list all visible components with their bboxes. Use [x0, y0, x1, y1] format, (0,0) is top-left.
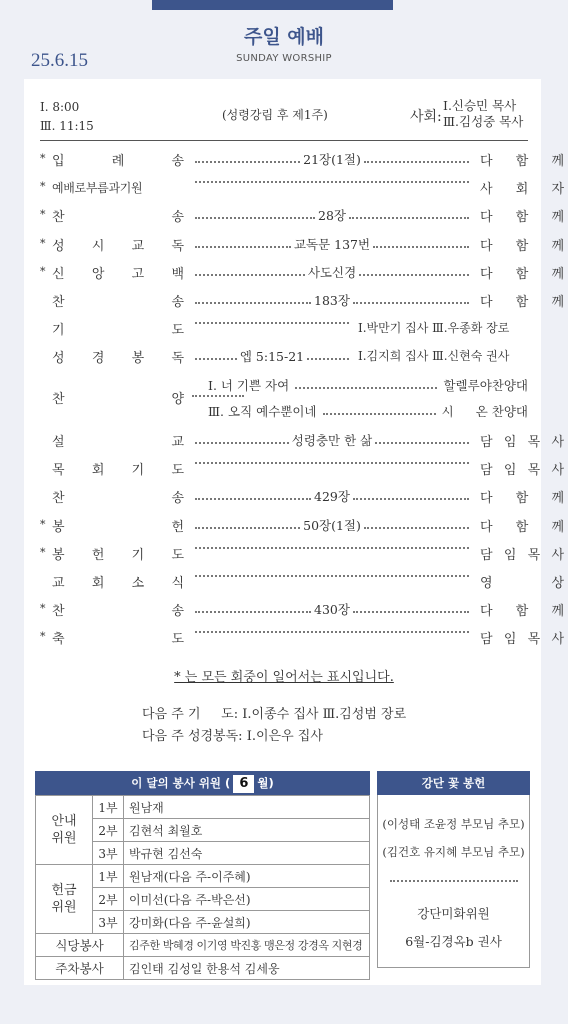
order-item-name: 봉 헌 기 도: [52, 547, 184, 563]
order-item-value: 엡 5:15-21: [239, 349, 305, 365]
leader-1: Ⅰ.신승민 목사: [443, 98, 517, 113]
volunteers-title: 이 달의 봉사 위원 ( 6 월): [35, 771, 370, 795]
order-item-leader: [192, 319, 352, 321]
order-item-value: 429장: [314, 489, 350, 505]
anthem-1: [208, 375, 528, 395]
table-row: [36, 865, 370, 888]
flower-dedication-2: (김건호 유지혜 부모님 추모): [382, 845, 525, 859]
order-item: [40, 150, 564, 170]
order-item-leader: [192, 516, 472, 534]
order-item-name: 입 례 송: [52, 154, 184, 169]
order-item-value: 183장: [314, 293, 350, 308]
order-item: [40, 572, 564, 592]
order-item-leader: [192, 263, 472, 281]
order-item-leader: [192, 628, 472, 630]
standing-marker: *: [40, 152, 46, 165]
order-item-person: 다 함 께: [480, 604, 564, 620]
order-item-name: 찬 송: [52, 295, 184, 310]
order-item-value: 430장: [314, 602, 350, 618]
order-item-person: 사 회 자: [480, 182, 564, 198]
anthem-3-choir-b: 온 찬양대: [475, 404, 528, 419]
anthem-1-title: Ⅰ. 너 기쁜 자여: [208, 378, 290, 393]
service-volunteers-box: [35, 771, 370, 980]
order-item-leader: [192, 572, 472, 574]
altar-flowers-title: 강단 꽃 봉헌: [377, 771, 530, 795]
order-item-leader: [192, 178, 472, 180]
anthem-1-choir: 할렐루야찬양대: [443, 378, 528, 393]
order-item: [40, 178, 564, 198]
order-item-person: 담 임 목 사: [480, 547, 564, 563]
service-time-3: Ⅲ. 11:15: [40, 119, 94, 133]
order-item-person: 다 함 께: [480, 238, 564, 254]
next-week-reading: 다음 주 성경봉독: Ⅰ.이은우 집사: [142, 729, 323, 744]
order-item: [40, 347, 528, 367]
service-times: [40, 98, 94, 136]
standing-marker: *: [40, 630, 46, 644]
order-item-name: 봉 헌: [52, 519, 184, 535]
choir-anthem: [40, 375, 528, 425]
order-item-leader: [192, 347, 352, 365]
choir-leader-dots: [192, 395, 244, 397]
order-item: [40, 291, 564, 311]
anthem-3-choir-a: 시: [441, 404, 454, 419]
order-item-value: 사도신경: [307, 264, 357, 280]
standing-marker: *: [40, 545, 46, 559]
order-item-leader: [192, 600, 472, 618]
guide-names: 김현석 최월호: [124, 819, 370, 842]
standing-marker: *: [40, 236, 46, 250]
order-item-name: 설 교: [52, 435, 184, 450]
order-item-person: 담 임 목 사: [480, 632, 564, 648]
kitchen-names: 김주한 박혜경 이기영 박진홍 맹은정 강경옥 지현경: [124, 934, 370, 957]
table-row: [36, 957, 370, 980]
standing-marker: *: [40, 180, 46, 194]
page-subtitle: SUNDAY WORSHIP: [236, 53, 332, 64]
guide-part: 1부: [93, 796, 124, 819]
order-item-name: 찬 송: [52, 604, 184, 620]
offering-part: 1부: [93, 865, 124, 888]
order-item-name: 교 회 소 식: [52, 576, 184, 591]
order-item-person: 다 함 께: [480, 266, 564, 282]
order-item-person: Ⅰ.김지희 집사 Ⅲ.신현숙 권사: [358, 349, 510, 364]
altar-flowers-box: [377, 771, 530, 968]
parking-label: 주차봉사: [36, 957, 124, 980]
parking-names: 김인태 김성일 한용석 김세웅: [124, 957, 370, 980]
liturgical-week: (성령강림 후 제1주): [222, 108, 328, 122]
order-item: [40, 319, 528, 339]
order-item-value: 50장(1절): [303, 517, 361, 533]
offering-group-label: 헌금 위원: [36, 865, 93, 934]
order-item: [40, 431, 564, 451]
page-title: 주일 예배: [243, 26, 325, 48]
order-item-person: 담 임 목 사: [480, 435, 564, 450]
offering-names: 원남재(다음 주-이주혜): [124, 865, 370, 888]
order-item-name: 찬 송: [52, 491, 184, 507]
order-item-name: 예배로부름과기원: [52, 181, 143, 196]
flower-member: 6월-김경옥b 권사: [405, 934, 502, 949]
order-item-leader: [192, 235, 472, 253]
order-item-name: 성 시 교 독: [52, 238, 184, 254]
flower-dedication-1: (이성태 조윤정 부모님 추모): [382, 817, 525, 831]
order-item-name: 신 앙 고 백: [52, 266, 184, 282]
order-item: [40, 263, 564, 283]
standing-marker: *: [40, 208, 46, 222]
anthem-3-title: Ⅲ. 오직 예수뿐이네: [208, 404, 317, 419]
order-item-name: 기 도: [52, 323, 184, 339]
next-week-prayer: 다음 주 기 도: Ⅰ.이종수 집사 Ⅲ.김성범 장로: [142, 707, 407, 722]
order-item: [40, 628, 564, 648]
order-item-person: 영 상: [480, 576, 564, 591]
order-item-value: 교독문 137번: [293, 236, 371, 252]
anthem-3: [208, 401, 528, 421]
flower-divider: [390, 880, 518, 882]
order-item-person: 다 함 께: [480, 519, 564, 535]
flower-committee: 강단미화위원: [417, 906, 490, 921]
order-item: [40, 459, 564, 479]
service-date: 25.6.15: [31, 50, 88, 71]
order-item: [40, 544, 564, 564]
order-item-leader: [192, 487, 472, 505]
order-item: [40, 516, 564, 536]
guide-names: 원남재: [124, 796, 370, 819]
order-item-name: 축 도: [52, 632, 184, 648]
order-item-leader: [192, 206, 472, 224]
order-item-person: 다 함 께: [480, 295, 564, 310]
leader-label: 사회:: [410, 109, 442, 125]
order-item-person: 다 함 께: [480, 210, 564, 226]
order-item-name: 성 경 봉 독: [52, 351, 184, 367]
order-item: [40, 600, 564, 620]
volunteers-month: 6: [233, 775, 254, 793]
leader-3: Ⅲ.김성중 목사: [443, 114, 524, 129]
standing-marker: *: [40, 264, 46, 278]
order-item-value: 21장(1절): [303, 152, 361, 167]
order-item: [40, 206, 564, 226]
volunteers-table: [35, 795, 370, 980]
offering-names: 강미화(다음 주-윤설희): [124, 911, 370, 934]
offering-part: 3부: [93, 911, 124, 934]
order-item-leader: [192, 291, 472, 309]
guide-names: 박규현 김선숙: [124, 842, 370, 865]
offering-part: 2부: [93, 888, 124, 911]
service-time-1: Ⅰ. 8:00: [40, 100, 80, 114]
order-item-person: 다 함 께: [480, 491, 564, 507]
table-row: [36, 796, 370, 819]
header-divider: [40, 140, 528, 141]
guide-part: 2부: [93, 819, 124, 842]
order-item-leader: [192, 459, 472, 461]
guide-group-label: 안내 위원: [36, 796, 93, 865]
standing-note: * 는 모든 회중이 일어서는 표시입니다.: [174, 670, 394, 685]
order-item: [40, 487, 564, 507]
order-item-person: 다 함 께: [480, 154, 564, 169]
choir-anthem-label: 찬 양: [52, 392, 184, 407]
order-item-name: 목 회 기 도: [52, 463, 184, 479]
order-item-leader: [192, 431, 472, 449]
order-item-leader: [192, 150, 472, 168]
service-leaders: [443, 98, 523, 130]
standing-marker: *: [40, 602, 46, 616]
order-item-value: 성령충만 한 삶: [291, 433, 373, 448]
guide-part: 3부: [93, 842, 124, 865]
offering-names: 이미선(다음 주-박은선): [124, 888, 370, 911]
standing-marker: *: [40, 517, 46, 531]
order-item-person: 담 임 목 사: [480, 463, 564, 479]
order-item-name: 찬 송: [52, 210, 184, 226]
order-item: [40, 235, 564, 255]
order-item-value: 28장: [318, 208, 346, 224]
order-item-leader: [192, 544, 472, 546]
table-row: [36, 934, 370, 957]
order-item-person: Ⅰ.박만기 집사 Ⅲ.우종화 장로: [358, 321, 510, 336]
top-accent-bar: [152, 0, 393, 10]
kitchen-label: 식당봉사: [36, 934, 124, 957]
